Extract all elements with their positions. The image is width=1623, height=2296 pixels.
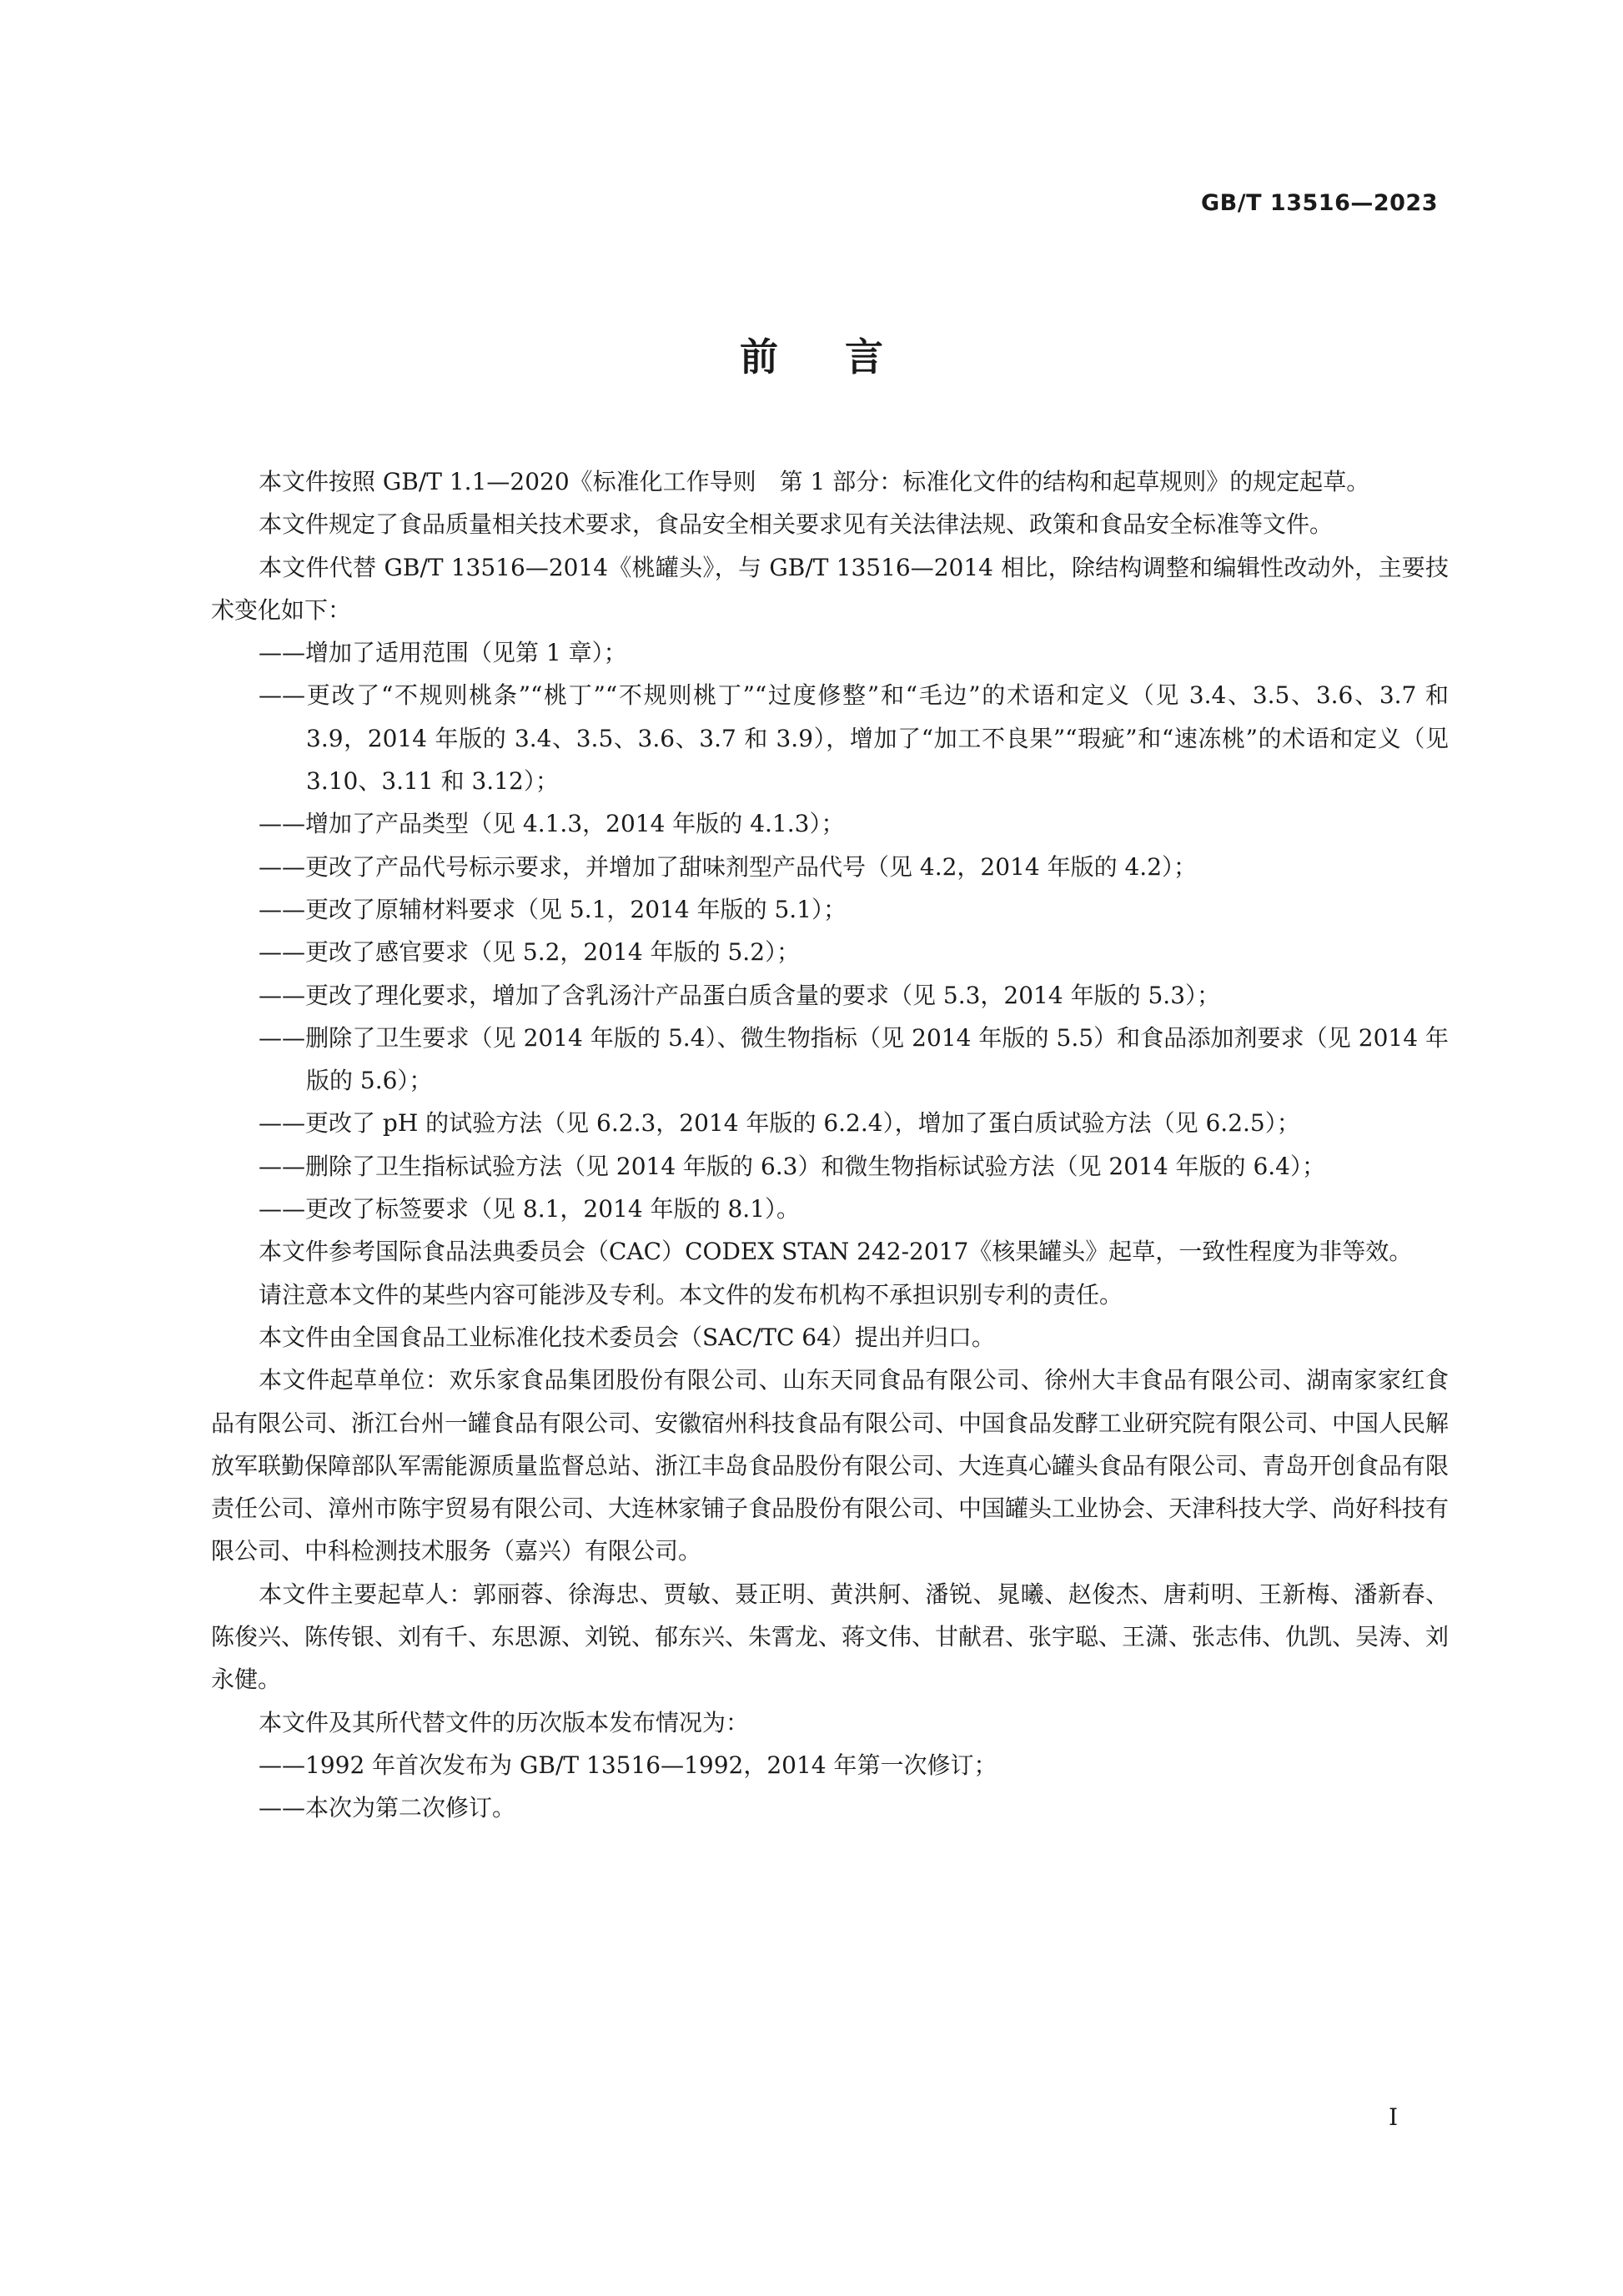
paragraph: 本文件参考国际食品法典委员会（CAC）CODEX STAN 242-2017《核果罐头》起草，一致性程度为非等效。 (259, 1238, 1413, 1266)
list-item: ——更改了理化要求，增加了含乳汤汁产品蛋白质含量的要求（见 5.3，2014 年版的 5.3）； (259, 981, 1221, 1009)
paragraph: 本文件代替 GB/T 13516—2014《桃罐头》，与 GB/T 13516—2014 相比，除结构调整和编辑性改动外，主要技术变化如下： (211, 553, 1449, 624)
list-item: ——更改了标签要求（见 8.1，2014 年版的 8.1）。 (259, 1195, 801, 1223)
list-item: ——增加了产品类型（见 4.1.3，2014 年版的 4.1.3）； (259, 810, 845, 838)
paragraph: 本文件规定了食品质量相关技术要求，食品安全相关要求见有关法律法规、政策和食品安全标准等文件。 (259, 510, 1334, 539)
list-item: ——删除了卫生指标试验方法（见 2014 年版的 6.3）和微生物指标试验方法（见 2014 年版的 6.4）； (259, 1152, 1325, 1180)
page-number: I (1388, 2103, 1398, 2131)
paragraph: 本文件主要起草人：郭丽蓉、徐海忠、贾敏、聂正明、黄洪舸、潘锐、晁曦、赵俊杰、唐莉明、王新梅、潘新春、陈俊兴、陈传银、刘有千、东思源、刘锐、郁东兴、朱霄龙、蒋文伟、甘献君、张宇聪、王潇、张志伟、仇凯、吴涛、刘永健。 (211, 1580, 1450, 1694)
paragraph: 本文件起草单位：欢乐家食品集团股份有限公司、山东天同食品有限公司、徐州大丰食品有限公司、湖南家家红食品有限公司、浙江台州一罐食品有限公司、安徽宿州科技食品有限公司、中国食品发酵工业研究院有限公司、中国人民解放军联勤保障部队军需能源质量监督总站、浙江丰岛食品股份有限公司、大连真心罐头食品有限公司、青岛开创食品有限责任公司、漳州市陈宇贸易有限公司、大连林家铺子食品股份有限公司、中国罐头工业协会、天津科技大学、尚好科技有限公司、中科检测技术服务（嘉兴）有限公司。 (211, 1366, 1450, 1565)
paragraph: 本文件由全国食品工业标准化技术委员会（SAC/TC 64）提出并归口。 (259, 1323, 995, 1351)
list-item: ——1992 年首次发布为 GB/T 13516—1992，2014 年第一次修订； (259, 1751, 997, 1779)
paragraph: 本文件及其所代替文件的历次版本发布情况为： (259, 1708, 750, 1736)
list-item: ——更改了“不规则桃条”“桃丁”“不规则桃丁”“过度修整”和“毛边”的术语和定义（见 3.4、3.5、3.6、3.7 和 3.9，2014 年版的 3.4、3.5、3.6、3.7 和 3.9），增加了“加工不良果”“瑕疵”和“速冻桃”的术语和定义（见 3.10、3.11 和 3.12）； (259, 681, 1449, 796)
list-item: ——更改了原辅材料要求（见 5.1，2014 年版的 5.1）； (259, 895, 847, 923)
list-item: ——更改了感官要求（见 5.2，2014 年版的 5.2）； (259, 938, 801, 967)
list-item: ——更改了 pH 的试验方法（见 6.2.3，2014 年版的 6.2.4），增加了蛋白质试验方法（见 6.2.5）； (259, 1109, 1300, 1138)
page-title: 前言 (740, 334, 950, 379)
standard-code: GB/T 13516—2023 (1201, 190, 1438, 216)
list-item: ——更改了产品代号标示要求，并增加了甜味剂型产品代号（见 4.2，2014 年版的 4.2）； (259, 852, 1198, 881)
foreword-body (211, 460, 1449, 1830)
list-item: ——本次为第二次修订。 (259, 1794, 516, 1822)
paragraph: 请注意本文件的某些内容可能涉及专利。本文件的发布机构不承担识别专利的责任。 (259, 1280, 1123, 1309)
paragraph: 本文件按照 GB/T 1.1—2020《标准化工作导则 第 1 部分：标准化文件的结构和起草规则》的规定起草。 (259, 468, 1370, 495)
list-item: ——增加了适用范围（见第 1 章）； (259, 639, 627, 667)
list-item: ——删除了卫生要求（见 2014 年版的 5.4）、微生物指标（见 2014 年版的 5.5）和食品添加剂要求（见 2014 年版的 5.6）； (259, 1023, 1449, 1095)
